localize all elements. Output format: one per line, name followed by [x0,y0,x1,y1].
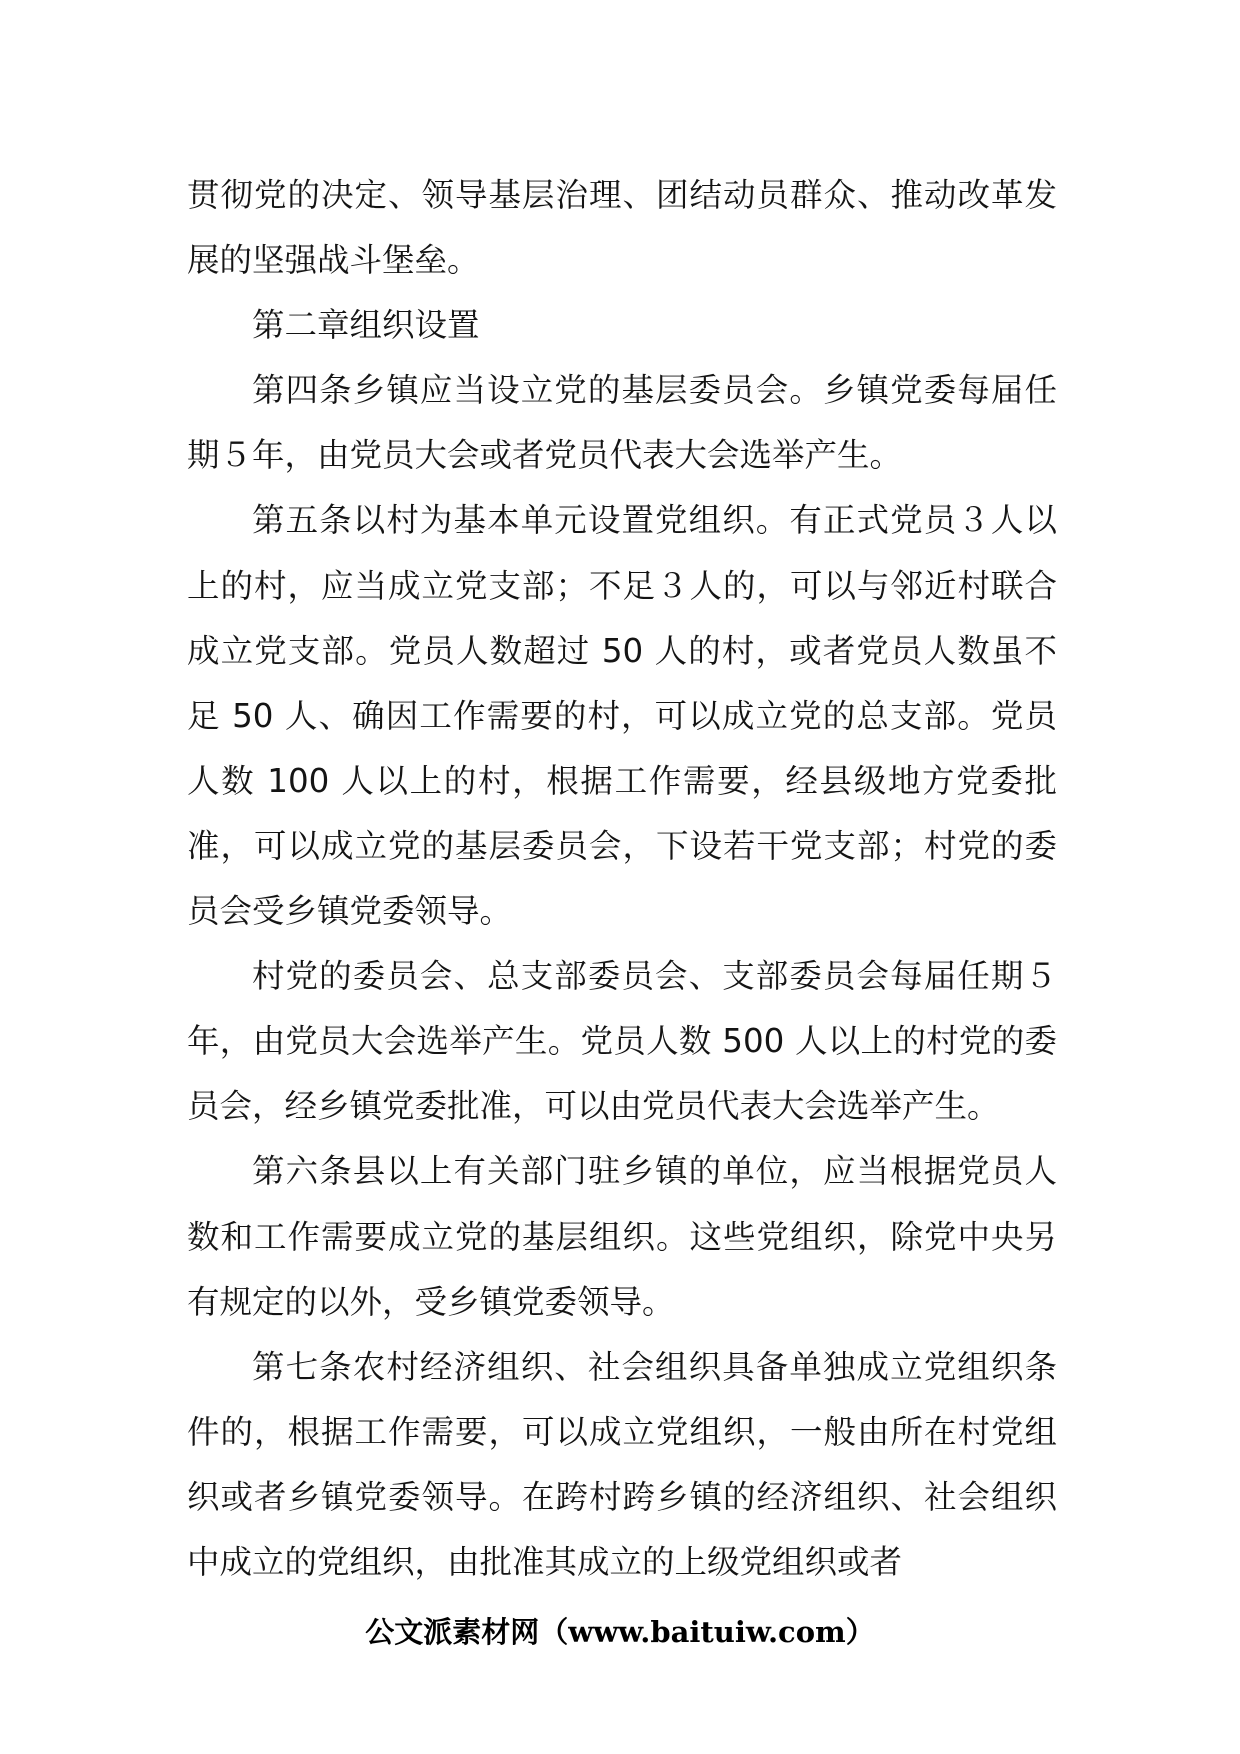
document-body [187,163,1057,1595]
paragraph-continued: 贯彻党的决定、领导基层治理、团结动员群众、推动改革发展的坚强战斗堡垒。 [187,176,1057,280]
footer-watermark: 公文派素材网（www.baituiw.com） [365,1615,875,1649]
article-5-paragraph: 第五条以村为基本单元设置党组织。有正式党员３人以上的村，应当成立党支部；不足３人的，可以与邻近村联合成立党支部。党员人数超过 50 人的村，或者党员人数虽不足 50 人、确因工作需要的村，可以成立党的总支部。党员人数 100 人以上的村，根据工作需要，经县级地方党委批准，可以成立党的基层委员会，下设若干党支部；村党的委员会受乡镇党委领导。 [187,501,1057,931]
article-7-paragraph: 第七条农村经济组织、社会组织具备单独成立党组织条件的，根据工作需要，可以成立党组织，一般由所在村党组织或者乡镇党委领导。在跨村跨乡镇的经济组织、社会组织中成立的党组织，由批准其成立的上级党组织或者 [187,1347,1057,1581]
village-committee-term-paragraph: 村党的委员会、总支部委员会、支部委员会每届任期５年，由党员大会选举产生。党员人数 500 人以上的村党的委员会，经乡镇党委批准，可以由党员代表大会选举产生。 [187,957,1057,1126]
article-4-paragraph: 第四条乡镇应当设立党的基层委员会。乡镇党委每届任期５年，由党员大会或者党员代表大会选举产生。 [187,371,1057,475]
chapter-heading: 第二章组织设置 [252,306,480,345]
article-6-paragraph: 第六条县以上有关部门驻乡镇的单位，应当根据党员人数和工作需要成立党的基层组织。这些党组织，除党中央另有规定的以外，受乡镇党委领导。 [187,1152,1057,1321]
